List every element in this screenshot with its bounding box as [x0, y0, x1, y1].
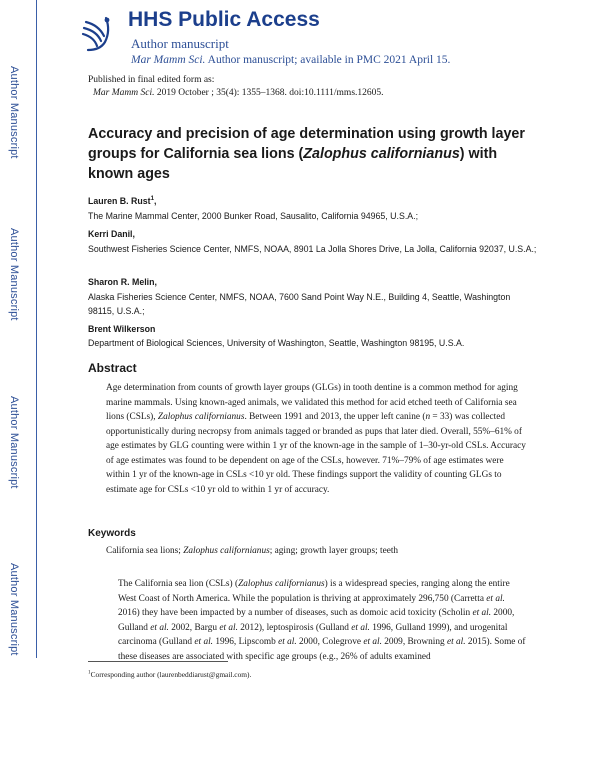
author-name: Sharon R. Melin,	[88, 277, 157, 287]
author-affiliation: Southwest Fisheries Science Center, NMFS, NOAA, 8901 La Jolla Shores Drive, La Jolla, California 92037, U.S.A.;	[88, 244, 537, 254]
citation-journal: Mar Mamm Sci.	[93, 88, 155, 98]
author-affiliation: Alaska Fisheries Science Center, NMFS, NOAA, 7600 Sand Point Way N.E., Building 4, Seattle, Washington 98115, U.S.A.;	[88, 292, 511, 316]
citation	[93, 88, 384, 98]
hhs-eagle-icon	[80, 14, 114, 52]
sidebar-label-3: Author Manuscript	[8, 396, 20, 489]
keywords-text: California sea lions; Zalophus californianus; aging; growth layer groups; teeth	[106, 546, 399, 556]
journal-name: Mar Mamm Sci.	[131, 54, 206, 66]
author-name: Kerri Danil,	[88, 229, 135, 239]
sidebar-label-2: Author Manuscript	[8, 228, 20, 321]
title-part2: ) with known ages	[88, 146, 498, 182]
author-affiliation: The Marine Mammal Center, 2000 Bunker Road, Sausalito, California 94965, U.S.A.;	[88, 211, 419, 221]
published-label: Published in final edited form as:	[88, 75, 215, 85]
sidebar-label-1: Author Manuscript	[8, 66, 20, 159]
footnote: $^1$Corresponding author (laurenbeddiarust@gmail.com).	[88, 669, 252, 679]
hhs-title: HHS Public Access	[128, 8, 320, 31]
author-name: Brent Wilkerson	[88, 324, 156, 334]
keywords-heading: Keywords	[88, 528, 136, 539]
title-part1: Accuracy and precision of age determination using growth layer groups for California sea lions (	[88, 126, 525, 162]
sidebar-label-4: Author Manuscript	[8, 563, 20, 656]
author-affiliation: Department of Biological Sciences, University of Washington, Seattle, Washington 98195, U.S.A.	[88, 338, 465, 348]
sidebar-rule	[36, 0, 37, 658]
abstract-heading: Abstract	[88, 361, 137, 375]
paper-title	[88, 124, 528, 184]
availability-text: Author manuscript; available in PMC 2021 April 15.	[205, 54, 451, 66]
body-paragraph: The California sea lion (CSLs) (Zalophus californianus) is a widespread species, ranging along the entire West Coast of North America. While the population is thriving at approximately 296,750 (Carretta et al. 2016) they have been impacted by a number of diseases, such as domoic acid toxicity (Scholin et al. 2000, Gulland et al. 2002, Bargu et al. 2012), leptospirosis (Gulland et al. 1996, Gulland 1999), and urogenital carcinoma (Gulland et al. 1996, Lipscomb et al. 2000, Colegrove et al. 2009, Browning et al. 2015). Some of these diseases are associated with specific age groups (e.g., 26% of adults examined	[118, 579, 526, 662]
abstract-text: Age determination from counts of growth layer groups (GLGs) in tooth dentine is a common method for aging marine mammals. Using known-aged animals, we validated this method for acid etched teeth of California sea lions (CSLs), Zalophus californianus. Between 1991 and 2013, the upper left canine (n = 33) was collected opportunistically during necropsy from animals tagged or branded as pups that later died. Overall, 55%–61% of age estimates by GLG counting were within 1 yr of the known-age in the sample of 1–30-yr-old CSLs. Accuracy of age estimates was found to be dependent on age of the CSLs, however. 71%–79% of age estimates were within 1 yr of the known-age in CSLs <10 yr old. These findings support the validity of counting GLGs to estimate age for CSLs <10 yr old to within 1 yr of accuracy.	[106, 383, 526, 495]
hhs-journal-line	[131, 54, 450, 66]
citation-details: 2019 October ; 35(4): 1355–1368. doi:10.1111/mms.12605.	[154, 88, 384, 98]
footnote-rule	[88, 661, 228, 662]
hhs-subtitle: Author manuscript	[131, 36, 229, 51]
title-species: Zalophus californianus	[303, 146, 460, 162]
author-name: Lauren B. Rust$^1$,	[88, 195, 157, 206]
